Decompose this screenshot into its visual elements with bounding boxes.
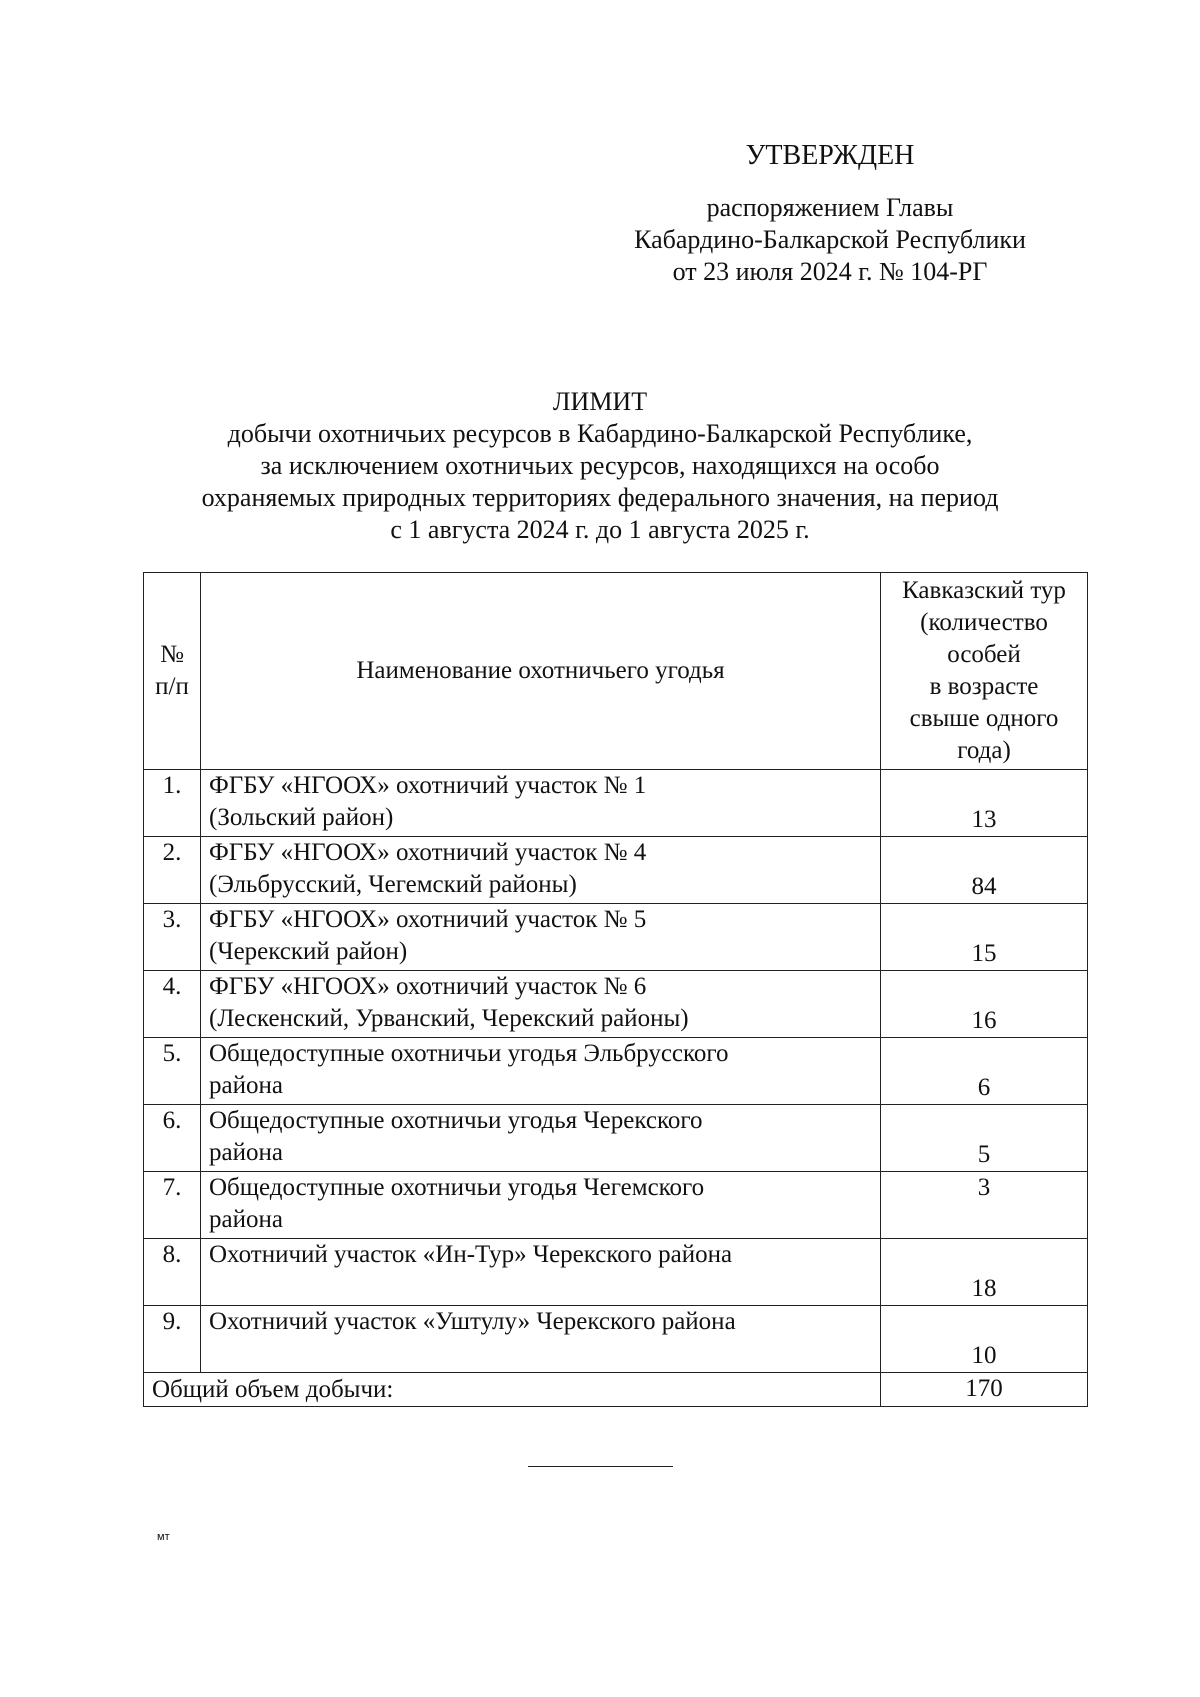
row-name-line: (Зольский район) (209, 804, 394, 831)
table-header-row (144, 573, 1088, 770)
row-name-line: (Черекский район) (209, 938, 408, 965)
row-value: 18 (881, 1239, 1088, 1306)
row-name-line: района (209, 1139, 283, 1166)
row-value: 84 (881, 837, 1088, 904)
row-name (201, 837, 881, 904)
header-value (881, 573, 1088, 770)
row-name-line: ФГБУ «НГООХ» охотничий участок № 4 (209, 839, 647, 866)
row-name (201, 1172, 881, 1239)
row-value: 10 (881, 1306, 1088, 1373)
header-value-line: в возрасте (929, 673, 1039, 700)
total-label: Общий объем добычи: (144, 1373, 881, 1407)
row-name (201, 1105, 881, 1172)
row-number: 8. (144, 1239, 201, 1306)
approval-line-3: от 23 июля 2024 г. № 104-РГ (672, 257, 988, 286)
table-row (144, 1105, 1088, 1172)
approval-heading: УТВЕРЖДЕН (745, 140, 915, 171)
approval-line-2: Кабардино-Балкарской Республики (634, 225, 1026, 254)
total-value: 170 (881, 1373, 1088, 1407)
limits-table (143, 572, 1088, 1407)
footnote-initials: мт (157, 1531, 170, 1543)
row-name (201, 904, 881, 971)
approval-block (600, 140, 1060, 288)
row-value: 13 (881, 770, 1088, 837)
row-number: 5. (144, 1038, 201, 1105)
title-line-1: ЛИМИТ (552, 387, 648, 416)
row-name (201, 971, 881, 1038)
row-value: 16 (881, 971, 1088, 1038)
header-value-line: Кавказский тур (902, 577, 1066, 604)
title-line-5: с 1 августа 2024 г. до 1 августа 2025 г. (390, 515, 810, 544)
row-name-line: района (209, 1072, 283, 1099)
row-name-line: ФГБУ «НГООХ» охотничий участок № 1 (209, 772, 647, 799)
row-value: 5 (881, 1105, 1088, 1172)
header-value-line: года) (957, 737, 1011, 764)
row-name-line: ФГБУ «НГООХ» охотничий участок № 6 (209, 973, 647, 1000)
table-row (144, 1239, 1088, 1306)
header-value-line: (количество (920, 609, 1048, 636)
row-number: 4. (144, 971, 201, 1038)
table-row (144, 904, 1088, 971)
table-row (144, 971, 1088, 1038)
header-value-line: свыше одного (909, 705, 1059, 732)
approval-line-1: распоряжением Главы (706, 193, 954, 222)
row-number: 1. (144, 770, 201, 837)
separator-line (528, 1466, 673, 1467)
header-value-line: особей (947, 641, 1021, 668)
row-name (201, 1038, 881, 1105)
title-line-2: добычи охотничьих ресурсов в Кабардино-Балкарской Республике, (227, 419, 973, 448)
title-line-3: за исключением охотничьих ресурсов, находящихся на особо (260, 451, 940, 480)
header-number-pp: п/п (155, 673, 189, 700)
row-name-line: ФГБУ «НГООХ» охотничий участок № 5 (209, 906, 647, 933)
title-line-4: охраняемых природных территориях федерального значения, на период (201, 483, 999, 512)
row-number: 3. (144, 904, 201, 971)
table-row (144, 1038, 1088, 1105)
header-number (144, 573, 201, 770)
header-name: Наименование охотничьего угодья (201, 573, 881, 770)
total-row (144, 1373, 1088, 1407)
row-number: 6. (144, 1105, 201, 1172)
row-name-line: (Лескенский, Урванский, Черекский районы) (209, 1005, 689, 1032)
row-number: 7. (144, 1172, 201, 1239)
row-name-line: Охотничий участок «Уштулу» Черекского района (209, 1308, 736, 1335)
row-number: 2. (144, 837, 201, 904)
row-value: 6 (881, 1038, 1088, 1105)
row-name-line: Охотничий участок «Ин-Тур» Черекского района (209, 1241, 733, 1268)
row-name (201, 1239, 881, 1306)
table-row (144, 770, 1088, 837)
row-value: 15 (881, 904, 1088, 971)
row-name (201, 770, 881, 837)
row-name (201, 1306, 881, 1373)
document-title (140, 386, 1060, 546)
row-value: 3 (881, 1172, 1088, 1239)
row-name-line: Общедоступные охотничьи угодья Эльбрусского (209, 1040, 729, 1067)
table-row (144, 1172, 1088, 1239)
row-name-line: Общедоступные охотничьи угодья Черекского (209, 1107, 703, 1134)
row-name-line: Общедоступные охотничьи угодья Чегемского (209, 1174, 705, 1201)
table-row (144, 1306, 1088, 1373)
table-row (144, 837, 1088, 904)
header-number-sign: № (160, 641, 184, 668)
row-name-line: района (209, 1206, 283, 1233)
row-name-line: (Эльбрусский, Чегемский районы) (209, 871, 577, 898)
row-number: 9. (144, 1306, 201, 1373)
